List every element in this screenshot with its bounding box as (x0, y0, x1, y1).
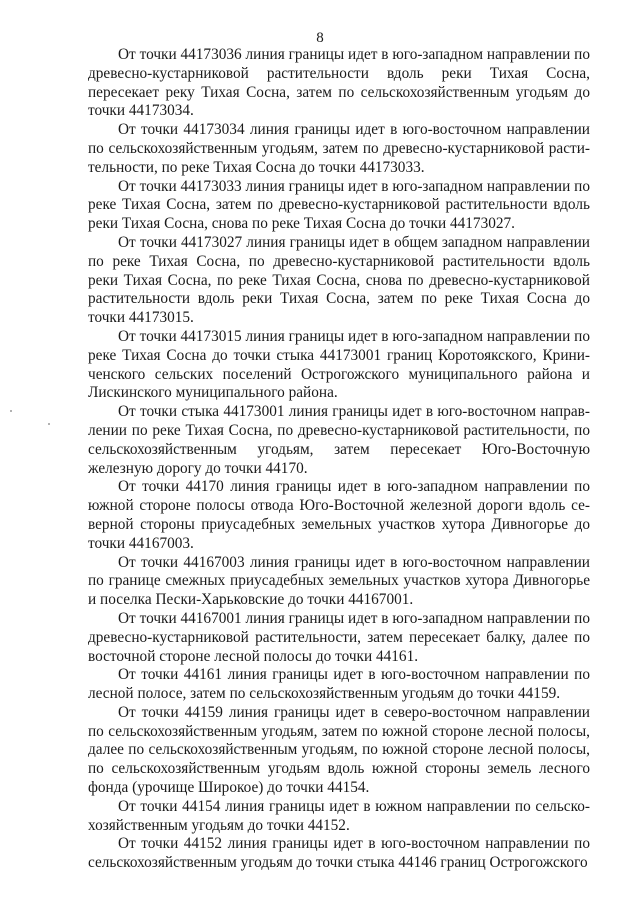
paragraph: От точки 44159 линия границы идет в северо-восточном направлении по сельскохозяйственным угодьям, затем по южной стороне лесной полосы, далее по сельскохозяйственным угодьям, по южной стороне лесной полосы, по сельскохозяйственным угодьям вдоль южной стороны земель лесного фонда (урочище Широкое) до точки 44154. (88, 703, 590, 797)
scan-speck (48, 423, 50, 425)
document-body (88, 46, 590, 873)
paragraph: От точки 44167001 линия границы идет в юго-западном направлении по древесно-кустарниковой растительности, затем пересекает балку, далее по восточной стороне лесной полосы до точки 44161. (88, 609, 590, 665)
paragraph: От точки 44161 линия границы идет в юго-восточном направлении по лесной полосе, затем по сельскохозяйственным угодьям до точки 44159. (88, 666, 590, 703)
paragraph: От точки 44173015 линия границы идет в юго-западном направлении по реке Тихая Сосна до точки стыка 44173001 границ Коротоякского, Криниченского сельских поселений Острогожского муниципального района и Лискинского муниципального района. (88, 327, 590, 402)
paragraph: От точки 44167003 линия границы идет в юго-восточном направлении по границе смежных приусадебных земельных участков хутора Дивногорье и поселка Пески-Харьковские до точки 44167001. (88, 553, 590, 609)
paragraph: От точки 44154 линия границы идет в южном направлении по сельскохозяйственным угодьям до точки 44152. (88, 797, 590, 834)
paragraph: От точки 44173027 линия границы идет в общем западном направлении по реке Тихая Сосна, по древесно-кустарниковой растительности вдоль реки Тихая Сосна, по реке Тихая Сосна, снова по древесно-кустарниковой растительности вдоль реки Тихая Сосна, затем по реке Тихая Сосна до точки 44173015. (88, 233, 590, 327)
page-number: 8 (316, 30, 324, 46)
scan-speck (10, 410, 12, 412)
paragraph: От точки 44173034 линия границы идет в юго-восточном направлении по сельскохозяйственным угодьям, затем по древесно-кустарниковой растительности, по реке Тихая Сосна до точки 44173033. (88, 121, 590, 176)
paragraph: От точки 44173036 линия границы идет в юго-западном направлении по древесно-кустарниковой растительности вдоль реки Тихая Сосна, пересекает реку Тихая Сосна, затем по сельскохозяйственным угодьям до точки 44173034. (88, 46, 590, 120)
paragraph: От точки 44173033 линия границы идет в юго-западном направлении по реке Тихая Сосна, затем по древесно-кустарниковой растительности вдоль реки Тихая Сосна, снова по реке Тихая Сосна до точки 44173027. (88, 177, 590, 233)
paragraph: От точки 44152 линия границы идет в юго-восточном направлении по сельскохозяйственным угодьям до точки стыка 44146 границ Острогожского (88, 835, 590, 872)
paragraph: От точки 44170 линия границы идет в юго-западном направлении по южной стороне полосы отвода Юго-Восточной железной дороги вдоль северной стороны приусадебных земельных участков хутора Дивногорье до точки 44167003. (88, 478, 590, 552)
paragraph: От точки стыка 44173001 линия границы идет в юго-восточном направлении по реке Тихая Сосна, по древесно-кустарниковой растительности, по сельскохозяйственным угодьям, затем пересекает Юго-Восточную железную дорогу до точки 44170. (88, 403, 590, 477)
